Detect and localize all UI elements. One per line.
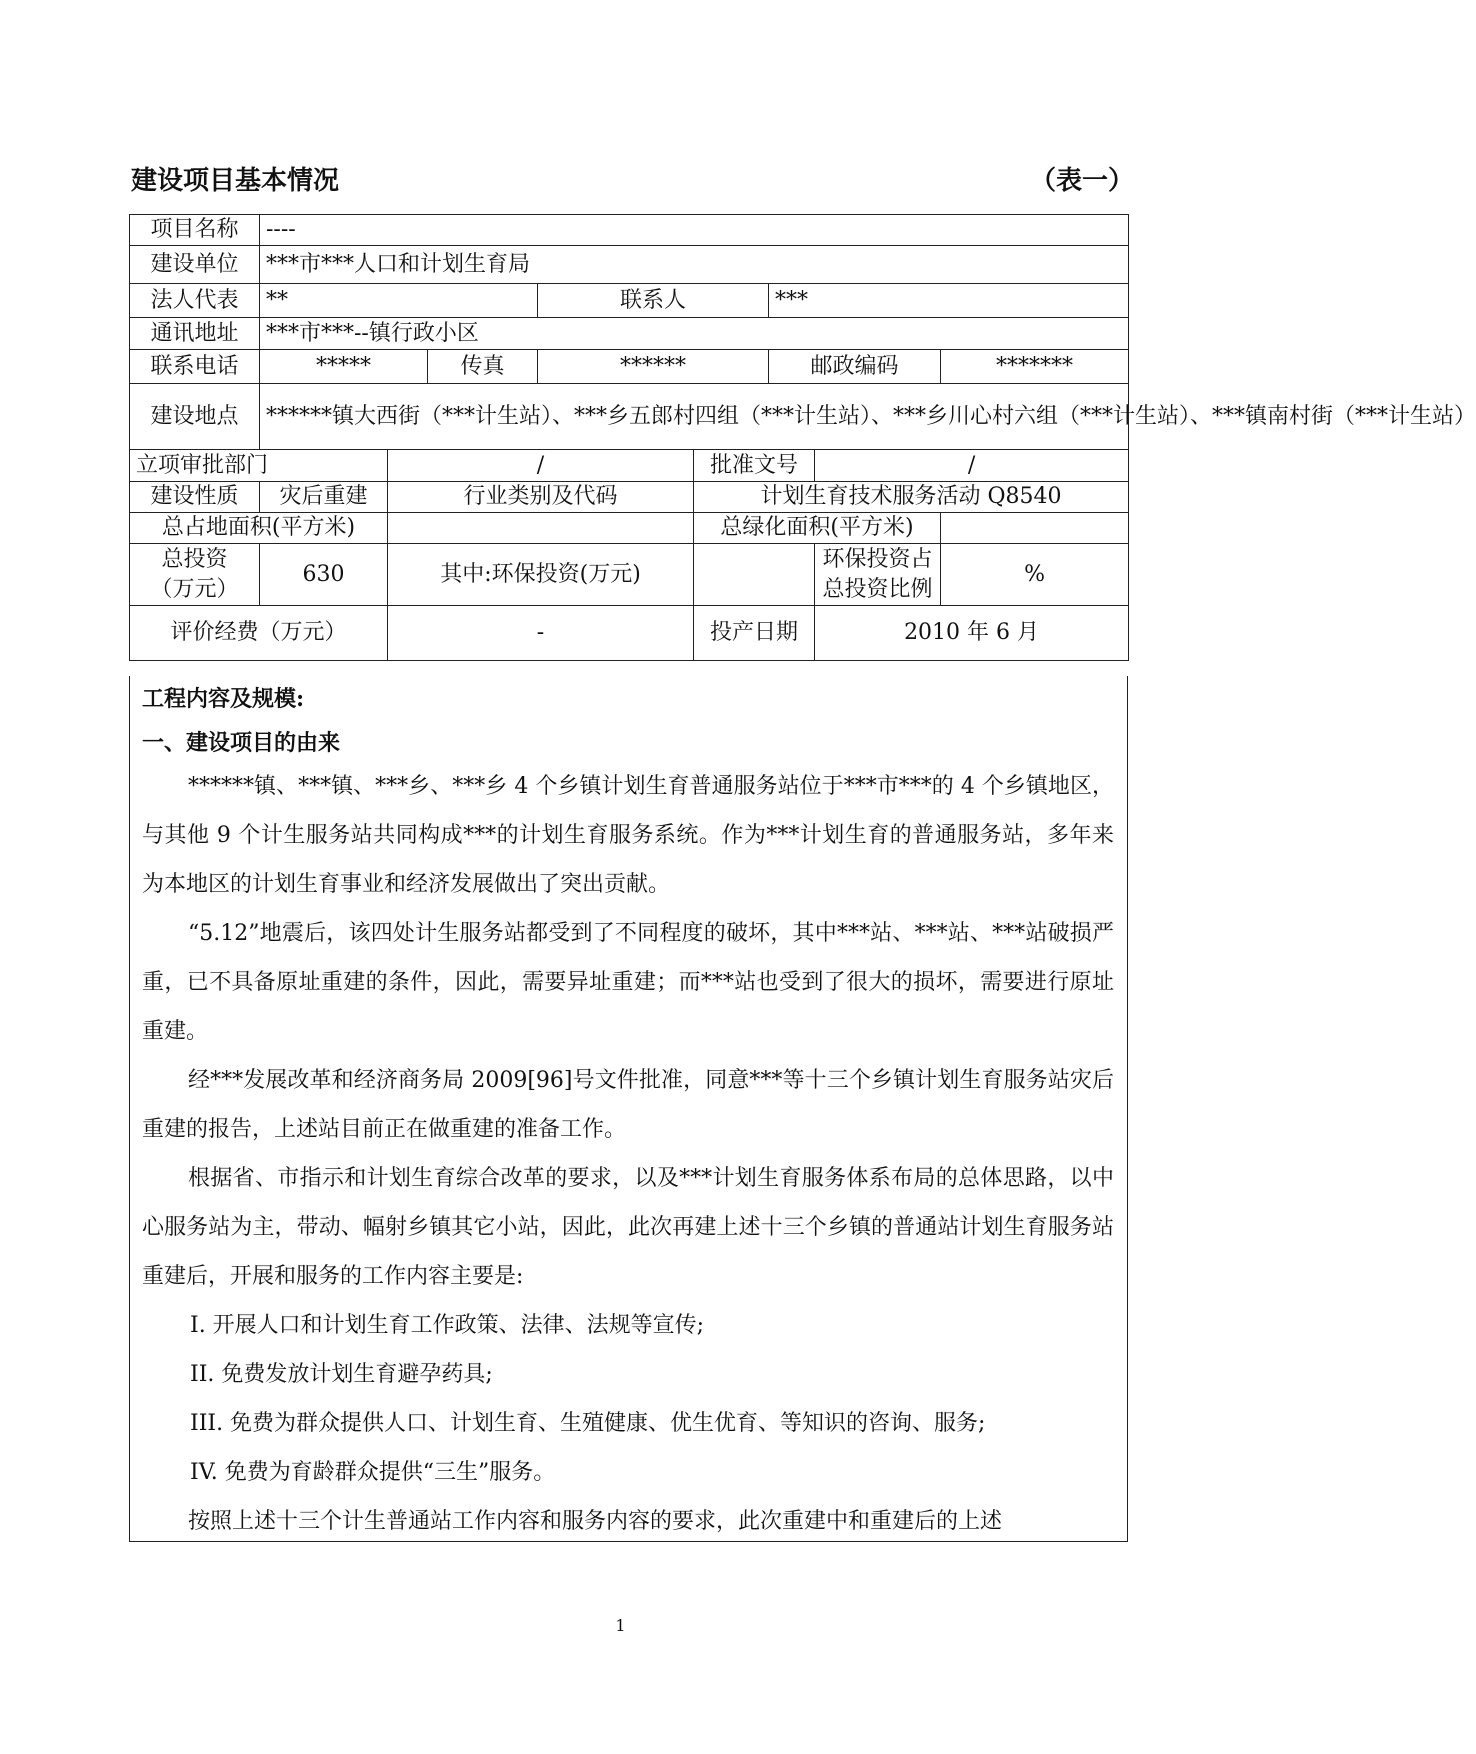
- approval-no-value: /: [815, 450, 1129, 482]
- investment-label-line1: 总投资: [161, 546, 228, 572]
- page-number: 1: [615, 1616, 626, 1635]
- contact-label: 联系人: [538, 284, 769, 318]
- section-heading: 一、建设项目的由来: [142, 730, 341, 756]
- paragraph-1: ******镇、***镇、***乡、***乡 4 个乡镇计划生育普通服务站位于***市***的 4 个乡镇地区，与其他 9 个计生服务站共同构成***的计划生育服务系统。作为***计划生育的普通服务站，多年来为本地区的计划生育事业和经济发展做出了突出贡献。: [142, 774, 1114, 897]
- paragraph-2: “5.12”地震后，该四处计生服务站都受到了不同程度的破坏，其中***站、***站、***站破损严重，已不具备原址重建的条件，因此，需要异址重建；而***站也受到了很大的损坏，需要进行原址重建。: [142, 921, 1114, 1044]
- investment-label: [130, 544, 260, 606]
- site-label: 建设地点: [130, 384, 260, 450]
- list-item-1: I. 开展人口和计划生育工作政策、法律、法规等宣传;: [190, 1313, 705, 1338]
- paragraph-5: 按照上述十三个计生普通站工作内容和服务内容的要求，此次重建中和重建后的上述: [188, 1509, 1003, 1534]
- env-ratio-label: [815, 544, 941, 606]
- contact-value: ***: [769, 284, 1129, 318]
- eval-fee-label: 评价经费（万元）: [130, 606, 388, 661]
- unit-value: ***市***人口和计划生育局: [260, 246, 1129, 284]
- phone-value: *****: [260, 350, 428, 384]
- nature-value: 灾后重建: [260, 482, 388, 513]
- fax-value: ******: [538, 350, 769, 384]
- list-item-3: III. 免费为群众提供人口、计划生育、生殖健康、优生优育、等知识的咨询、服务;: [190, 1411, 986, 1436]
- legal-rep-value: **: [260, 284, 538, 318]
- env-invest-value: [694, 544, 815, 606]
- list-item-2: II. 免费发放计划生育避孕药具;: [190, 1362, 493, 1387]
- site-value: ******镇大西街（***计生站）、***乡五郎村四组（***计生站）、***乡川心村六组（***计生站）、***镇南村街（***计生站）: [260, 384, 1129, 450]
- content-heading: 工程内容及规模:: [142, 686, 305, 712]
- table-tag: （表一）: [1030, 166, 1135, 196]
- address-label: 通讯地址: [130, 318, 260, 350]
- project-info-table: [129, 214, 1476, 661]
- env-ratio-value: %: [941, 544, 1129, 606]
- eval-fee-value: -: [388, 606, 694, 661]
- land-area-label: 总占地面积(平方米): [130, 513, 388, 544]
- project-name-label: 项目名称: [130, 215, 260, 246]
- production-date-label: 投产日期: [694, 606, 815, 661]
- postcode-value: *******: [941, 350, 1129, 384]
- unit-label: 建设单位: [130, 246, 260, 284]
- postcode-label: 邮政编码: [769, 350, 941, 384]
- page-title: 建设项目基本情况: [131, 166, 340, 196]
- project-name-value: ----: [260, 215, 1129, 246]
- green-area-label: 总绿化面积(平方米): [694, 513, 941, 544]
- legal-rep-label: 法人代表: [130, 284, 260, 318]
- approval-dept-value: /: [388, 450, 694, 482]
- phone-label: 联系电话: [130, 350, 260, 384]
- approval-dept-label: 立项审批部门: [130, 450, 388, 482]
- investment-value: 630: [260, 544, 388, 606]
- industry-label: 行业类别及代码: [388, 482, 694, 513]
- env-ratio-label-line1: 环保投资占: [822, 546, 933, 572]
- investment-label-line2: （万元）: [150, 576, 239, 602]
- list-item-4: IV. 免费为育龄群众提供“三生”服务。: [190, 1460, 556, 1485]
- env-ratio-label-line2: 总投资比例: [822, 576, 933, 602]
- fax-label: 传真: [428, 350, 538, 384]
- production-date-value: 2010 年 6 月: [815, 606, 1129, 661]
- approval-no-label: 批准文号: [694, 450, 815, 482]
- nature-label: 建设性质: [130, 482, 260, 513]
- green-area-value: [941, 513, 1129, 544]
- content-box: [129, 676, 1128, 1542]
- address-value: ***市***--镇行政小区: [260, 318, 1129, 350]
- paragraph-4: 根据省、市指示和计划生育综合改革的要求，以及***计划生育服务体系布局的总体思路，以中心服务站为主，带动、幅射乡镇其它小站，因此，此次再建上述十三个乡镇的普通站计划生育服务站重建后，开展和服务的工作内容主要是:: [142, 1166, 1114, 1289]
- land-area-value: [388, 513, 694, 544]
- env-invest-label: 其中:环保投资(万元): [388, 544, 694, 606]
- industry-value: 计划生育技术服务活动 Q8540: [694, 482, 1129, 513]
- paragraph-3: 经***发展改革和经济商务局 2009[96]号文件批准，同意***等十三个乡镇计划生育服务站灾后重建的报告，上述站目前正在做重建的准备工作。: [142, 1068, 1114, 1142]
